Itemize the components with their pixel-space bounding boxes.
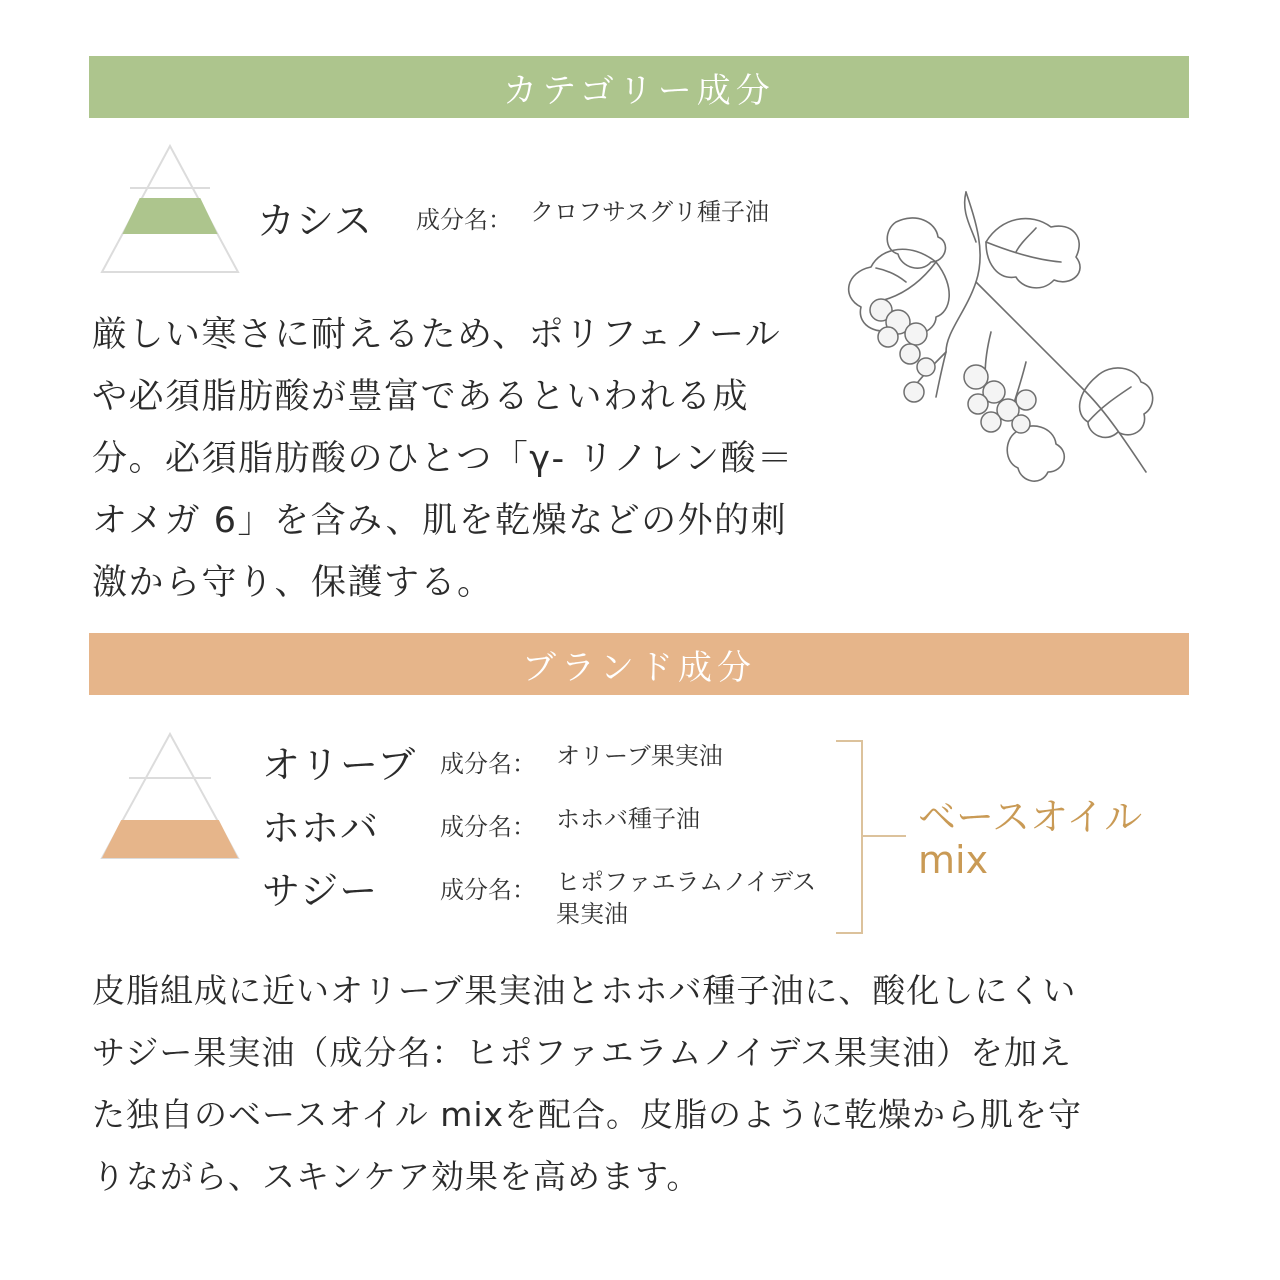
brand-banner-title: ブランド成分 <box>522 647 756 688</box>
category-ingredient-value: クロフサスグリ種子油 <box>530 198 770 226</box>
pyramid-top-note-icon <box>98 142 242 276</box>
brand-description-line: サジー果実油（成分名：ヒポファエラムノイデス果実油）を加え <box>92 1033 1073 1072</box>
category-description-line: や必須脂肪酸が豊富であるといわれる成 <box>92 377 750 417</box>
brand-description <box>92 960 1082 1208</box>
brand-ingredient-name-olive: オリーブ <box>262 743 417 787</box>
category-description-line: オメガ 6」を含み、肌を乾燥などの外的刺 <box>92 501 788 541</box>
brand-ingredient-value-olive: オリーブ果実油 <box>556 742 723 770</box>
category-ingredient-label: 成分名： <box>416 206 512 234</box>
category-banner-title: カテゴリー成分 <box>503 70 775 111</box>
brand-ingredient-name-sea-buckthorn: サジー <box>262 869 379 913</box>
base-oil-mix-label: ベースオイル <box>918 795 1143 839</box>
black-currant-illustration <box>826 182 1166 512</box>
category-banner <box>89 56 1189 118</box>
brand-ingredient-label: 成分名： <box>440 750 536 778</box>
brand-ingredient-name-jojoba: ホホバ <box>262 806 380 850</box>
brand-banner <box>89 633 1189 695</box>
category-description-line: 厳しい寒さに耐えるため、ポリフェノール <box>92 315 782 355</box>
brand-ingredient-value-sea-buckthorn: ヒポファエラムノイデス <box>556 868 817 896</box>
brand-ingredient-value-jojoba: ホホバ種子油 <box>556 805 700 833</box>
category-description <box>92 304 794 614</box>
brand-description-line: た独自のベースオイル mixを配合。皮脂のように乾燥から肌を守 <box>92 1095 1083 1134</box>
pyramid-base-note-icon <box>98 730 242 862</box>
brand-ingredient-value-sea-buckthorn-cont: 果実油 <box>556 900 628 928</box>
brand-ingredient-label: 成分名： <box>440 876 536 904</box>
brand-ingredient-label: 成分名： <box>440 813 536 841</box>
category-description-line: 激から守り、保護する。 <box>92 563 494 603</box>
base-oil-mix-label-suffix: mix <box>918 838 989 882</box>
brand-description-line: 皮脂組成に近いオリーブ果実油とホホバ種子油に、酸化しにくい <box>92 971 1077 1010</box>
category-description-line: 分。必須脂肪酸のひとつ「γ- リノレン酸＝ <box>92 439 794 479</box>
brand-description-line: りながら、スキンケア効果を高めます。 <box>92 1157 701 1196</box>
category-ingredient-name: カシス <box>257 199 373 243</box>
bracket-connector <box>834 738 914 938</box>
